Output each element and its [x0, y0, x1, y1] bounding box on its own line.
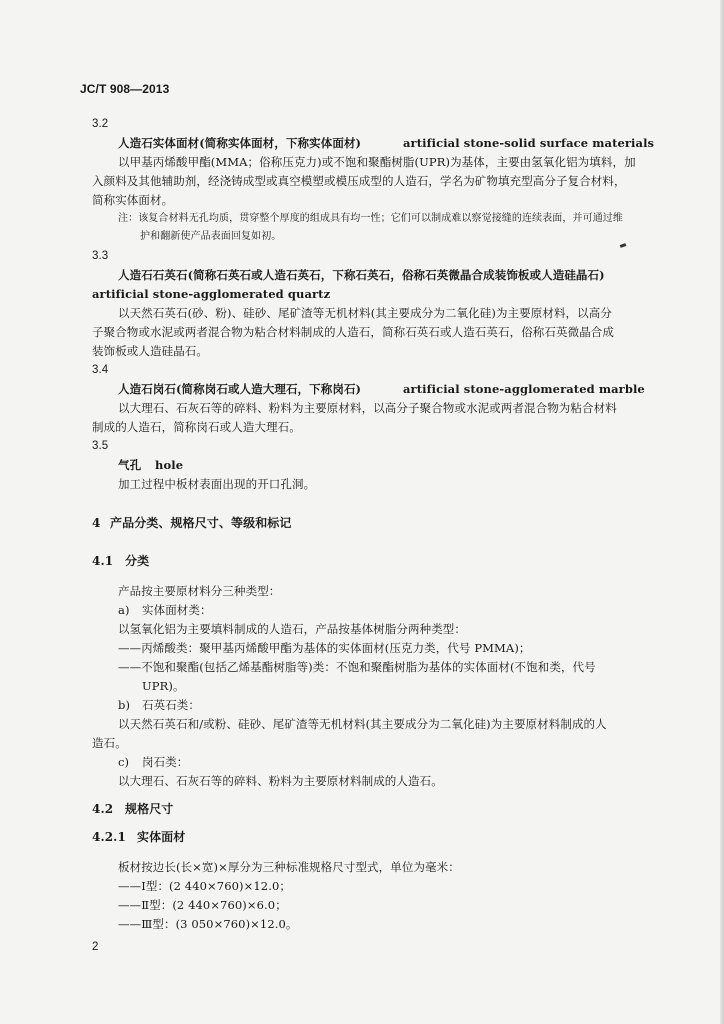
- section-title: 分类: [125, 554, 150, 568]
- definition-line: 入颜料及其他辅助剂，经浇铸成型或真空模塑或模压成型的人造石，学名为矿物填充型高分子复合材料，: [92, 174, 626, 188]
- paragraph-line: 板材按边长(长×宽)×厚分为三种标准规格尺寸型式，单位为毫米：: [118, 860, 460, 874]
- dash-item: ——Ⅱ型：(2 440×760)×6.0；: [118, 898, 287, 912]
- definition-line: 制成的人造石，简称岗石或人造大理石。: [92, 420, 301, 434]
- dash-item: ——Ⅲ型：(3 050×760)×12.0。: [118, 917, 298, 931]
- clause-number: 3.5: [92, 440, 109, 452]
- note-line: 注：该复合材料无孔均质，贯穿整个厚度的组成具有均一性；它们可以制成难以察觉接缝的连续表面，并可通过维: [118, 213, 623, 224]
- clause-number: 3.3: [92, 250, 109, 262]
- list-title: 实体面材类：: [142, 603, 212, 617]
- term-en: artificial stone-agglomerated marble: [403, 382, 645, 396]
- definition-line: 加工过程中板材表面出现的开口孔洞。: [118, 477, 316, 491]
- term-en: hole: [155, 458, 184, 472]
- section-number: 4.2: [92, 802, 114, 816]
- definition-line: 简称实体面材。: [92, 193, 174, 207]
- section-number: 4: [92, 516, 101, 530]
- scan-mark: [620, 243, 627, 248]
- standard-code-header: JC/T 908—2013: [80, 82, 170, 96]
- list-label: b): [118, 698, 131, 712]
- section-number: 4.1: [92, 554, 114, 568]
- definition-line: 以甲基丙烯酸甲酯(MMA；俗称压克力)或不饱和聚酯树脂(UPR)为基体，主要由氢氧化铝为填料，加: [118, 155, 636, 169]
- clause-number: 3.2: [92, 118, 109, 130]
- paragraph-line: 产品按主要原材料分三种类型：: [118, 584, 281, 598]
- scan-edge: [720, 0, 724, 1024]
- paragraph-line: 以氢氧化铝为主要填料制成的人造石，产品按基体树脂分两种类型：: [118, 622, 466, 636]
- term-zh: 人造石石英石(简称石英石或人造石英石，下称石英石，俗称石英微晶合成装饰板或人造硅晶石): [118, 268, 605, 282]
- clause-number: 3.4: [92, 364, 109, 376]
- paragraph-line: 以大理石、石灰石等的碎料、粉料为主要原材料制成的人造石。: [118, 774, 443, 788]
- section-title: 规格尺寸: [125, 802, 174, 816]
- dash-item: ——不饱和聚酯(包括乙烯基酯树脂等)类：不饱和聚酯树脂为基体的实体面材(不饱和类，代号: [118, 660, 596, 674]
- paragraph-line: 以天然石英石和/或粉、硅砂、尾矿渣等无机材料(其主要成分为二氧化硅)为主要原材料制成的人: [118, 717, 607, 731]
- note-line: 护和翻新使产品表面回复如初。: [140, 231, 282, 242]
- section-title: 实体面材: [137, 830, 186, 844]
- term-en: artificial stone-agglomerated quartz: [92, 287, 331, 301]
- dash-item: UPR)。: [142, 679, 185, 693]
- definition-line: 装饰板或人造硅晶石。: [92, 344, 208, 358]
- list-title: 岗石类：: [142, 755, 189, 769]
- section-number: 4.2.1: [92, 830, 126, 844]
- definition-line: 以大理石、石灰石等的碎料、粉料为主要原材料，以高分子聚合物或水泥或两者混合物为粘合材料: [118, 401, 617, 415]
- term-en: artificial stone-solid surface materials: [403, 136, 655, 150]
- term-zh: 气孔: [118, 458, 142, 472]
- section-title: 产品分类、规格尺寸、等级和标记: [110, 516, 292, 530]
- definition-line: 以天然石英石(砂、粉)、硅砂、尾矿渣等无机材料(其主要成分为二氧化硅)为主要原材料，以高分: [118, 306, 612, 320]
- definition-line: 子聚合物或水泥或两者混合物为粘合材料制成的人造石，简称石英石或人造石英石，俗称石英微晶合成: [92, 325, 614, 339]
- list-label: c): [118, 755, 130, 769]
- list-label: a): [118, 603, 130, 617]
- dash-item: ——丙烯酸类：聚甲基丙烯酸甲酯为基体的实体面材(压克力类，代号 PMMA)；: [118, 641, 531, 655]
- dash-item: ——Ⅰ型：(2 440×760)×12.0；: [118, 879, 291, 893]
- term-zh: 人造石实体面材(简称实体面材，下称实体面材): [118, 136, 362, 150]
- page-number: 2: [92, 941, 99, 953]
- term-zh: 人造石岗石(简称岗石或人造大理石，下称岗石): [118, 382, 362, 396]
- list-title: 石英石类：: [142, 698, 200, 712]
- paragraph-line: 造石。: [92, 736, 127, 750]
